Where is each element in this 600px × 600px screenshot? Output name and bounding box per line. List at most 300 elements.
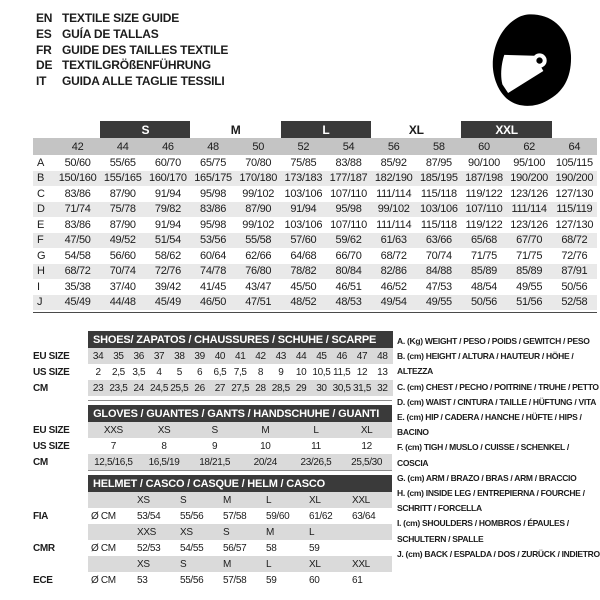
size-value-cell: 35/38 bbox=[64, 280, 91, 293]
legend-item: I. (cm) SHOULDERS / HOMBROS / ÉPAULES / SCHULTERN / SPALLE bbox=[397, 518, 569, 544]
size-value-cell: 59 bbox=[309, 542, 320, 554]
size-value-cell: 55/65 bbox=[109, 156, 136, 169]
size-value-cell: 47/51 bbox=[236, 295, 281, 311]
size-value-cell: 61 bbox=[352, 574, 363, 586]
size-value-cell: 63/66 bbox=[416, 233, 461, 249]
size-value-cell: 60 bbox=[309, 574, 320, 586]
size-value-cell: 11,5 bbox=[333, 366, 351, 378]
size-value-cell: XL bbox=[341, 422, 392, 438]
row-label: US SIZE bbox=[33, 364, 88, 380]
size-value-cell: 190/200 bbox=[552, 171, 597, 187]
size-group-row bbox=[33, 121, 597, 138]
size-col-header: L bbox=[263, 492, 306, 508]
size-value-cell: 60/64 bbox=[200, 249, 227, 262]
row-letter: H bbox=[33, 264, 55, 280]
size-value-cell: 83/86 bbox=[64, 187, 91, 200]
language-title: TEXTILE SIZE GUIDE bbox=[62, 11, 180, 25]
size-value-cell: 87/90 bbox=[109, 187, 136, 200]
size-value-cell: S bbox=[189, 422, 240, 438]
size-value-cell: 59 bbox=[266, 574, 277, 586]
size-value-cell: 99/102 bbox=[242, 187, 275, 200]
size-value-cell: 44 bbox=[291, 348, 311, 364]
unit-spacer bbox=[88, 556, 134, 572]
size-value-cell: 46/52 bbox=[380, 280, 407, 293]
size-value-cell: 65/68 bbox=[461, 233, 506, 249]
standard-label: ECE bbox=[33, 572, 88, 588]
size-value-cell: 27,5 bbox=[230, 380, 250, 396]
size-value-cell: 155/165 bbox=[100, 171, 145, 187]
legend-item: E. (cm) HIP / CADERA / HANCHE / HÜFTE / HIPS / BACINO bbox=[397, 412, 582, 438]
size-value-cell: 127/130 bbox=[555, 218, 594, 231]
size-col-header: XS bbox=[134, 556, 177, 572]
size-value-cell: 37/40 bbox=[109, 280, 136, 293]
standard-label: CMR bbox=[33, 540, 88, 556]
size-value-cell: 46/50 bbox=[190, 295, 235, 311]
diameter-unit-label: Ø CM bbox=[91, 542, 116, 554]
size-col-header: 46 bbox=[145, 138, 190, 155]
size-value-cell: 39 bbox=[189, 348, 209, 364]
size-col-header: XXS bbox=[134, 524, 177, 540]
size-value-cell: 70/74 bbox=[100, 264, 145, 280]
size-value-cell: 182/190 bbox=[371, 171, 416, 187]
corner-cell bbox=[33, 138, 55, 155]
measurement-row-g bbox=[33, 248, 597, 264]
divider-line bbox=[88, 470, 392, 471]
size-data-row bbox=[33, 380, 393, 396]
size-value-cell: 111/114 bbox=[507, 202, 552, 218]
size-value-cell: 83/86 bbox=[190, 202, 235, 218]
size-col-header: XS bbox=[134, 492, 177, 508]
legend-item: C. (cm) CHEST / PECHO / POITRINE / TRUHE / PETTO bbox=[397, 381, 599, 392]
language-row-fr bbox=[36, 43, 228, 59]
size-value-cell: 127/130 bbox=[555, 187, 594, 200]
size-value-cell: 46 bbox=[332, 348, 352, 364]
size-value-cell: 45/49 bbox=[55, 295, 100, 311]
size-value-cell: 23 bbox=[88, 380, 108, 396]
main-size-table bbox=[33, 121, 597, 310]
divider-line bbox=[33, 312, 597, 313]
size-value-cell: L bbox=[291, 422, 342, 438]
language-code: ES bbox=[36, 26, 52, 41]
size-value-cell: 170/180 bbox=[236, 171, 281, 187]
size-value-cell: 105/115 bbox=[555, 156, 593, 169]
size-value-cell: 12 bbox=[356, 366, 368, 378]
size-value-cell: 24 bbox=[129, 380, 149, 396]
size-value-cell: 66/70 bbox=[335, 249, 362, 262]
size-col-header: 50 bbox=[236, 138, 281, 155]
size-value-cell: 99/102 bbox=[371, 202, 416, 218]
size-value-cell: 111/114 bbox=[376, 187, 412, 200]
language-row-de bbox=[36, 58, 228, 74]
size-value-cell: M bbox=[240, 422, 291, 438]
size-value-cell: 48/52 bbox=[281, 295, 326, 311]
row-label-spacer bbox=[33, 556, 88, 572]
size-value-cell: 123/126 bbox=[510, 187, 548, 200]
size-value-cell: 65/75 bbox=[200, 156, 227, 169]
size-value-cell: 74/78 bbox=[190, 264, 235, 280]
size-value-cell: 87/91 bbox=[552, 264, 597, 280]
row-letter: G bbox=[37, 249, 46, 262]
legend-item: D. (cm) WAIST / CINTURA / TAILLE / HÜFTUNG / VITA bbox=[397, 396, 597, 407]
size-value-cell: 56/57 bbox=[223, 542, 247, 554]
size-value-cell: 68/72 bbox=[380, 249, 407, 262]
size-value-cell: 41 bbox=[230, 348, 250, 364]
language-title: GUIDA ALLE TAGLIE TESSILI bbox=[62, 74, 225, 89]
size-value-cell: 26 bbox=[189, 380, 209, 396]
size-value-cell: 53/54 bbox=[137, 510, 161, 522]
row-letter: C bbox=[37, 187, 45, 200]
size-value-cell: 85/92 bbox=[380, 156, 407, 169]
title-spacer bbox=[33, 405, 88, 422]
size-value-cell: 6,5 bbox=[213, 366, 227, 378]
shoes-size-table bbox=[33, 331, 393, 396]
size-value-cell: 39/42 bbox=[154, 280, 181, 293]
size-value-cell: 78/82 bbox=[281, 264, 326, 280]
row-label: CM bbox=[33, 380, 88, 396]
language-title: TEXTILGRÖßENFÜHRUNG bbox=[62, 58, 211, 73]
legend-item: G. (cm) ARM / BRAZO / BRAS / ARM / BRACCIO bbox=[397, 472, 577, 483]
size-value-cell: 5 bbox=[176, 366, 182, 378]
size-value-cell: 85/89 bbox=[507, 264, 552, 280]
size-value-cell: 107/110 bbox=[330, 187, 367, 200]
size-value-cell: 43 bbox=[271, 348, 291, 364]
size-col-header: XS bbox=[177, 524, 220, 540]
size-value-cell: XS bbox=[139, 422, 190, 438]
size-value-cell: 70/80 bbox=[245, 156, 272, 169]
size-value-cell: 115/118 bbox=[420, 218, 457, 231]
size-value-cell: 57/60 bbox=[281, 233, 326, 249]
helmet-size-header-row bbox=[33, 556, 392, 572]
size-value-cell: 76/80 bbox=[236, 264, 281, 280]
size-value-cell: 95/98 bbox=[200, 218, 227, 231]
measurement-row-d bbox=[33, 202, 597, 218]
title-spacer bbox=[33, 475, 88, 492]
size-value-cell: 90/100 bbox=[468, 156, 500, 169]
table-title-bar: SHOES/ ZAPATOS / CHAUSSURES / SCHUHE / SCARPE bbox=[88, 331, 393, 348]
size-value-cell: 3,5 bbox=[132, 366, 146, 378]
size-value-cell: 49/54 bbox=[371, 295, 416, 311]
size-value-cell: 53 bbox=[137, 574, 148, 586]
size-value-cell: 62/66 bbox=[245, 249, 272, 262]
size-value-cell: 47/50 bbox=[55, 233, 100, 249]
size-value-cell: 51/54 bbox=[145, 233, 190, 249]
size-value-cell: 70/74 bbox=[425, 249, 452, 262]
measurement-row-c bbox=[33, 186, 597, 202]
size-value-cell: XXS bbox=[88, 422, 139, 438]
unit-spacer bbox=[88, 524, 134, 540]
size-value-cell: 119/122 bbox=[465, 218, 503, 231]
size-col-header: L bbox=[263, 556, 306, 572]
size-value-cell: 51/56 bbox=[507, 295, 552, 311]
size-value-cell: 10 bbox=[295, 366, 307, 378]
language-code: EN bbox=[36, 11, 53, 25]
size-value-cell: 64/68 bbox=[290, 249, 317, 262]
size-value-cell: 8 bbox=[257, 366, 264, 378]
size-data-row bbox=[33, 364, 393, 380]
size-value-cell: 61/63 bbox=[371, 233, 416, 249]
size-value-cell: 107/110 bbox=[330, 218, 367, 231]
size-value-cell: 25,5/30 bbox=[341, 454, 392, 470]
legend-item: F. (cm) TIGH / MUSLO / CUISSE / SCHENKEL / COSCIA bbox=[397, 442, 569, 468]
size-value-cell bbox=[349, 540, 392, 556]
language-row-it bbox=[36, 74, 228, 90]
size-value-cell: 25,5 bbox=[169, 380, 189, 396]
size-col-header: 42 bbox=[55, 138, 100, 155]
measurement-row-i bbox=[33, 279, 597, 295]
measurement-row-b bbox=[33, 171, 597, 187]
unit-spacer bbox=[88, 492, 134, 508]
measurement-row-f bbox=[33, 233, 597, 249]
language-title: GUÍA DE TALLAS bbox=[62, 26, 159, 41]
size-value-cell: 50/56 bbox=[461, 295, 506, 311]
diameter-unit-label: Ø CM bbox=[91, 574, 116, 586]
size-value-cell: 83/88 bbox=[335, 156, 362, 169]
size-value-cell: 56/60 bbox=[109, 249, 136, 262]
size-value-cell: 165/175 bbox=[190, 171, 235, 187]
row-letter: I bbox=[37, 280, 40, 293]
size-value-cell: 150/160 bbox=[55, 171, 100, 187]
size-value-cell: 55/56 bbox=[180, 510, 204, 522]
size-value-cell: 30 bbox=[311, 380, 331, 396]
language-row-en bbox=[36, 11, 228, 27]
size-value-cell: 42 bbox=[250, 348, 270, 364]
size-group-m: M bbox=[230, 122, 241, 137]
size-value-cell: 47/53 bbox=[425, 280, 452, 293]
row-label: CM bbox=[33, 454, 88, 470]
table-title-bar: HELMET / CASCO / CASQUE / HELM / CASCO bbox=[88, 475, 392, 492]
size-value-cell: 43/47 bbox=[245, 280, 272, 293]
legend-item: J. (cm) BACK / ESPALDA / DOS / ZURÜCK / INDIETRO bbox=[397, 548, 600, 559]
size-value-cell: 87/95 bbox=[425, 156, 452, 169]
size-col-header: 62 bbox=[507, 138, 552, 155]
racing-helmet-icon bbox=[482, 12, 578, 112]
gloves-size-table bbox=[33, 405, 392, 470]
size-value-cell: 49/55 bbox=[516, 280, 543, 293]
size-value-cell: 47 bbox=[352, 348, 372, 364]
size-value-cell: 45/50 bbox=[290, 280, 317, 293]
size-value-cell: 49/55 bbox=[416, 295, 461, 311]
language-code: FR bbox=[36, 42, 52, 57]
size-value-cell: 53/56 bbox=[190, 233, 235, 249]
size-value-cell: 103/106 bbox=[284, 218, 323, 231]
size-value-cell: 84/88 bbox=[416, 264, 461, 280]
legend-item: A. (Kg) WEIGHT / PESO / POIDS / GEWITCH / PESO bbox=[397, 336, 590, 346]
size-value-cell: 10 bbox=[260, 440, 271, 452]
size-col-header bbox=[349, 524, 392, 540]
size-value-cell: 4 bbox=[156, 366, 162, 378]
size-value-cell: 20/24 bbox=[240, 454, 291, 470]
size-value-cell: 9 bbox=[278, 366, 284, 378]
size-value-cell: 40 bbox=[210, 348, 230, 364]
size-value-cell: 119/122 bbox=[465, 187, 503, 200]
measurement-row-e bbox=[33, 217, 597, 233]
size-col-header: 48 bbox=[190, 138, 235, 155]
size-value-cell: 79/82 bbox=[145, 202, 190, 218]
size-value-cell: 32 bbox=[372, 380, 392, 396]
helmet-size-header-row bbox=[33, 492, 392, 508]
helmet-standard-row-cmr bbox=[33, 540, 392, 556]
size-value-cell: 85/89 bbox=[461, 264, 506, 280]
language-code: DE bbox=[36, 58, 53, 73]
row-letter: J bbox=[33, 295, 55, 311]
language-code: IT bbox=[36, 74, 47, 89]
table-title-bar: GLOVES / GUANTES / GANTS / HANDSCHUHE / GUANTI bbox=[88, 405, 392, 422]
size-value-cell: 177/187 bbox=[326, 171, 371, 187]
size-value-cell: 48 bbox=[372, 348, 392, 364]
size-value-cell: 54/58 bbox=[64, 249, 91, 262]
size-value-cell: 190/200 bbox=[507, 171, 552, 187]
size-col-header: 54 bbox=[326, 138, 371, 155]
size-data-row bbox=[33, 422, 392, 438]
row-label: US SIZE bbox=[33, 438, 88, 454]
size-value-cell: 12,5/16,5 bbox=[88, 454, 139, 470]
row-letter: F bbox=[33, 233, 55, 249]
size-value-cell: 68/72 bbox=[55, 264, 100, 280]
size-value-cell: 185/195 bbox=[416, 171, 461, 187]
size-value-cell: 27 bbox=[210, 380, 230, 396]
size-value-cell: 87/90 bbox=[109, 218, 136, 231]
size-value-cell: 52/58 bbox=[552, 295, 597, 311]
divider-line bbox=[88, 400, 392, 401]
size-value-cell: 173/183 bbox=[281, 171, 326, 187]
size-col-header: XXL bbox=[349, 556, 392, 572]
size-value-cell: 8 bbox=[161, 440, 167, 452]
size-value-cell: 71/74 bbox=[55, 202, 100, 218]
language-title: GUIDE DES TAILLES TEXTILE bbox=[62, 42, 229, 57]
size-value-cell: 2 bbox=[95, 366, 101, 378]
size-value-cell: 2,5 bbox=[112, 366, 125, 378]
size-value-cell: 28,5 bbox=[271, 380, 291, 396]
size-value-cell: 72/76 bbox=[145, 264, 190, 280]
table-title-row bbox=[33, 475, 392, 492]
row-label: EU SIZE bbox=[33, 348, 88, 364]
size-value-cell: 95/98 bbox=[200, 187, 227, 200]
size-value-cell: 61/62 bbox=[309, 510, 333, 522]
size-value-cell: 37 bbox=[149, 348, 169, 364]
size-value-cell: 91/94 bbox=[154, 187, 181, 200]
size-col-header: 44 bbox=[100, 138, 145, 155]
size-value-cell: 60/70 bbox=[154, 156, 181, 169]
size-value-cell: 59/60 bbox=[266, 510, 290, 522]
size-value-cell: 59/62 bbox=[326, 233, 371, 249]
row-label: EU SIZE bbox=[33, 422, 88, 438]
language-row-es bbox=[36, 27, 228, 43]
measurement-row-h bbox=[33, 264, 597, 280]
size-value-cell: 45/49 bbox=[145, 295, 190, 311]
size-value-cell: 36 bbox=[129, 348, 149, 364]
size-value-cell: 71/75 bbox=[516, 249, 543, 262]
size-value-cell: 23,5 bbox=[108, 380, 128, 396]
helmet-standard-row-fia bbox=[33, 508, 392, 524]
size-col-header: M bbox=[220, 556, 263, 572]
size-value-cell: 99/102 bbox=[242, 218, 275, 231]
size-value-cell: 63/64 bbox=[352, 510, 376, 522]
size-value-cell: 24,5 bbox=[149, 380, 169, 396]
size-value-cell: 123/126 bbox=[510, 218, 548, 231]
size-col-header: XXL bbox=[349, 492, 392, 508]
size-col-header: XL bbox=[306, 492, 349, 508]
row-letter: A bbox=[37, 156, 45, 169]
size-value-cell: 95/98 bbox=[326, 202, 371, 218]
row-label-spacer bbox=[33, 524, 88, 540]
size-group-xxl: XXL bbox=[461, 121, 551, 138]
size-value-cell: 50/56 bbox=[561, 280, 588, 293]
corner-cell bbox=[33, 121, 55, 138]
size-value-cell: 55/56 bbox=[180, 574, 204, 586]
size-value-cell: 82/86 bbox=[371, 264, 416, 280]
helmet-size-header-row bbox=[33, 524, 392, 540]
legend-item: B. (cm) HEIGHT / ALTURA / HAUTEUR / HÖHE / ALTEZZA bbox=[397, 351, 574, 377]
size-group-xl: XL bbox=[408, 122, 424, 137]
size-value-cell: 68/72 bbox=[552, 233, 597, 249]
measurement-row-j bbox=[33, 295, 597, 311]
size-value-cell: 57/58 bbox=[223, 510, 247, 522]
measurement-row-a bbox=[33, 155, 597, 171]
size-value-cell: 52/53 bbox=[137, 542, 161, 554]
helmet-standard-row-ece bbox=[33, 572, 392, 588]
size-data-row bbox=[33, 348, 393, 364]
size-col-header: XL bbox=[306, 556, 349, 572]
helmet-size-table bbox=[33, 475, 392, 588]
size-value-cell: 71/75 bbox=[470, 249, 497, 262]
size-value-cell: 12 bbox=[361, 440, 372, 452]
size-value-cell: 91/94 bbox=[281, 202, 326, 218]
size-value-cell: 75/85 bbox=[290, 156, 317, 169]
size-value-cell: 103/106 bbox=[416, 202, 461, 218]
size-col-header: S bbox=[177, 556, 220, 572]
size-col-header: L bbox=[306, 524, 349, 540]
size-col-header: 52 bbox=[281, 138, 326, 155]
size-value-cell: 46/51 bbox=[335, 280, 362, 293]
size-col-header: 56 bbox=[371, 138, 416, 155]
size-value-cell: 67/70 bbox=[507, 233, 552, 249]
size-value-cell: 30,5 bbox=[332, 380, 352, 396]
size-value-cell: 7,5 bbox=[233, 366, 247, 378]
size-value-cell: 55/58 bbox=[236, 233, 281, 249]
row-letter: B bbox=[33, 171, 55, 187]
measurement-legend bbox=[397, 334, 600, 562]
size-value-cell: 10,5 bbox=[312, 366, 331, 378]
table-title-row bbox=[33, 405, 392, 422]
size-value-cell: 28 bbox=[250, 380, 270, 396]
size-value-cell: 34 bbox=[88, 348, 108, 364]
standard-label: FIA bbox=[33, 508, 88, 524]
size-group-l: L bbox=[281, 121, 371, 138]
size-group-s: S bbox=[100, 121, 190, 138]
size-value-cell: 45 bbox=[311, 348, 331, 364]
size-col-header: 64 bbox=[552, 138, 597, 155]
size-value-cell: 115/118 bbox=[420, 187, 457, 200]
size-value-cell: 48/53 bbox=[326, 295, 371, 311]
size-value-cell: 16,5/19 bbox=[139, 454, 190, 470]
title-spacer bbox=[33, 331, 88, 348]
size-value-cell: 75/78 bbox=[100, 202, 145, 218]
size-value-cell: 18/21,5 bbox=[189, 454, 240, 470]
size-value-cell: 58/62 bbox=[154, 249, 181, 262]
size-group-spacer bbox=[55, 121, 100, 138]
size-value-cell: 107/110 bbox=[461, 202, 506, 218]
size-value-cell: 49/52 bbox=[100, 233, 145, 249]
size-value-cell: 9 bbox=[212, 440, 218, 452]
size-value-cell: 83/86 bbox=[64, 218, 91, 231]
size-value-cell: 23/26,5 bbox=[291, 454, 342, 470]
size-col-header: S bbox=[177, 492, 220, 508]
size-value-cell: 187/198 bbox=[461, 171, 506, 187]
legend-item: H. (cm) INSIDE LEG / ENTREPIERNA / FOURCHE / SCHRITT / FORCELLA bbox=[397, 488, 585, 514]
size-value-cell: 54/55 bbox=[180, 542, 204, 554]
size-col-header: S bbox=[220, 524, 263, 540]
size-value-cell: 29 bbox=[291, 380, 311, 396]
